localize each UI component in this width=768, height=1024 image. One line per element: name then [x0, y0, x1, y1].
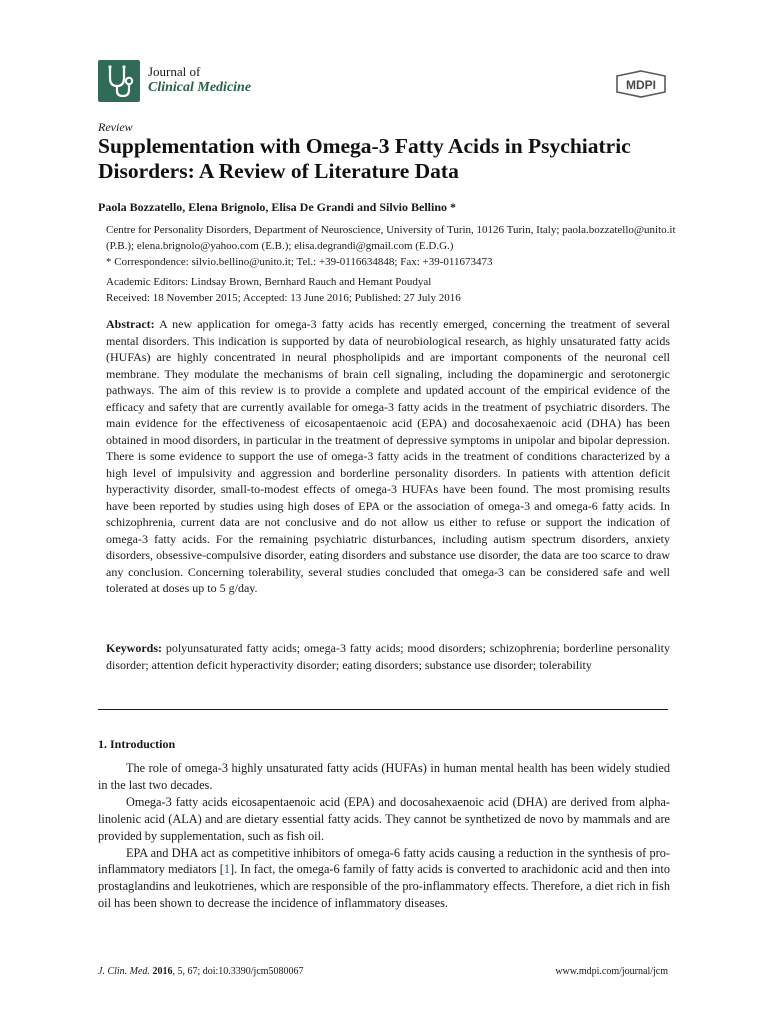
- journal-prefix: Journal of: [148, 64, 201, 79]
- abstract-label: Abstract:: [106, 317, 155, 331]
- article-title: Supplementation with Omega-3 Fatty Acids in Psychiatric Disorders: A Review of Literature Data: [98, 134, 631, 183]
- section-divider: [98, 709, 668, 710]
- citation-link[interactable]: 1: [223, 862, 231, 877]
- year: 2016: [152, 966, 173, 977]
- journal-url[interactable]: www.mdpi.com/journal/jcm: [555, 966, 668, 977]
- correspondence: * Correspondence: silvio.bellino@unito.it; Tel.: +39-0116634848; Fax: +39-011673473: [106, 256, 493, 268]
- affiliation: Centre for Personality Disorders, Department of Neuroscience, University of Turin, 10126 Turin, Italy; paola.bozzatello@unito.it (P.B.); elena.brignolo@yahoo.com (E.B.); elisa.degrandi@gmail.com (E.D.G.): [106, 224, 676, 252]
- journal-title: Clinical Medicine: [148, 80, 252, 95]
- section-heading: 1. Introduction: [98, 737, 176, 751]
- abstract-text: A new application for omega-3 fatty acids has recently emerged, concerning the treatment of several mental disorders. This indication is supported by data of neurobiological research, as highly unsaturated fatty acids (HUFAs) are highly concentrated in neural phospholipids and are important components of the neuronal cell membrane. They modulate the mechanisms of brain cell signaling, including the dopaminergic and serotonergic pathways. The aim of this review is to provide a complete and updated account of the empirical evidence of the efficacy and safety that are currently available for omega-3 fatty acids in the treatment of psychiatric disorders. The main evidence for the effectiveness of eicosapentaenoic acid (EPA) and docosahexaenoic acid (DHA) has been obtained in mood disorders, in particular in the treatment of depressive symptoms in unipolar and bipolar depression. There is some evidence to support the use of omega-3 fatty acids in the treatment of conditions characterized by a high level of impulsivity and aggression and borderline personality disorders. In patients with attention deficit hyperactivity disorder, small-to-modest effects of omega-3 HUFAs have been found. The most promising results have been reported by studies using high doses of EPA or the association of omega-3 and omega-6 fatty acids. In schizophrenia, current data are not conclusive and do not allow us either to refuse or support the indication of omega-3 fatty acids. For the remaining psychiatric disturbances, including autism spectrum disorders, anxiety disorders, obsessive-compulsive disorder, eating disorders and substance use disorder, the data are too scarce to draw any conclusion. Concerning tolerability, several studies concluded that omega-3 can be considered safe and well tolerated at doses up to 5 g/day.: [106, 317, 671, 595]
- citation-footer: [98, 966, 304, 977]
- affiliation-block: [106, 222, 676, 270]
- paragraph-text: EPA and DHA act as competitive inhibitors of omega-6 fatty acids causing a reduction in the synthesis of pro-inflammatory mediators [: [98, 845, 670, 877]
- mdpi-logo: [614, 70, 668, 98]
- abstract: [106, 316, 670, 597]
- keywords: [106, 640, 670, 673]
- article-type: Review: [98, 120, 133, 134]
- publication-dates: Received: 18 November 2015; Accepted: 13 June 2016; Published: 27 July 2016: [106, 292, 461, 304]
- author-list: Paola Bozzatello, Elena Brignolo, Elisa De Grandi and Silvio Bellino *: [98, 200, 457, 214]
- journal-abbrev: J. Clin. Med.: [98, 966, 150, 977]
- mdpi-logo-text: MDPI: [626, 78, 656, 92]
- journal-logo: [98, 60, 140, 102]
- stethoscope-icon: [98, 60, 140, 102]
- introduction-body: [98, 760, 670, 912]
- editorial-info: [106, 274, 676, 306]
- academic-editors: Academic Editors: Lindsay Brown, Bernhard Rauch and Hemant Poudyal: [106, 276, 432, 288]
- keywords-text: polyunsaturated fatty acids; omega-3 fatty acids; mood disorders; schizophrenia; borderline personality disorder; attention deficit hyperactivity disorder; eating disorders; substance use disorder; tolerability: [106, 641, 671, 672]
- volume-doi: , 5, 67; doi:10.3390/jcm5080067: [172, 966, 304, 977]
- keywords-label: Keywords:: [106, 641, 162, 655]
- paragraph: [98, 845, 670, 913]
- paragraph: The role of omega-3 highly unsaturated fatty acids (HUFAs) in human mental health has been widely studied in the last two decades.: [98, 761, 670, 792]
- paragraph-text: ]. In fact, the omega-6 family of fatty acids is converted to arachidonic acid and then into prostaglandins and leukotrienes, which are responsible of the pro-inflammatory effects. Therefore, a diet rich in fish oil has been shown to decrease the incidence of inflammatory diseases.: [98, 862, 670, 911]
- paragraph: Omega-3 fatty acids eicosapentaenoic acid (EPA) and docosahexaenoic acid (DHA) are derived from alpha-linolenic acid (ALA) and are dietary essential fatty acids. They cannot be synthetized de novo by mammals and are provided by supplementation, such as fish oil.: [98, 794, 670, 843]
